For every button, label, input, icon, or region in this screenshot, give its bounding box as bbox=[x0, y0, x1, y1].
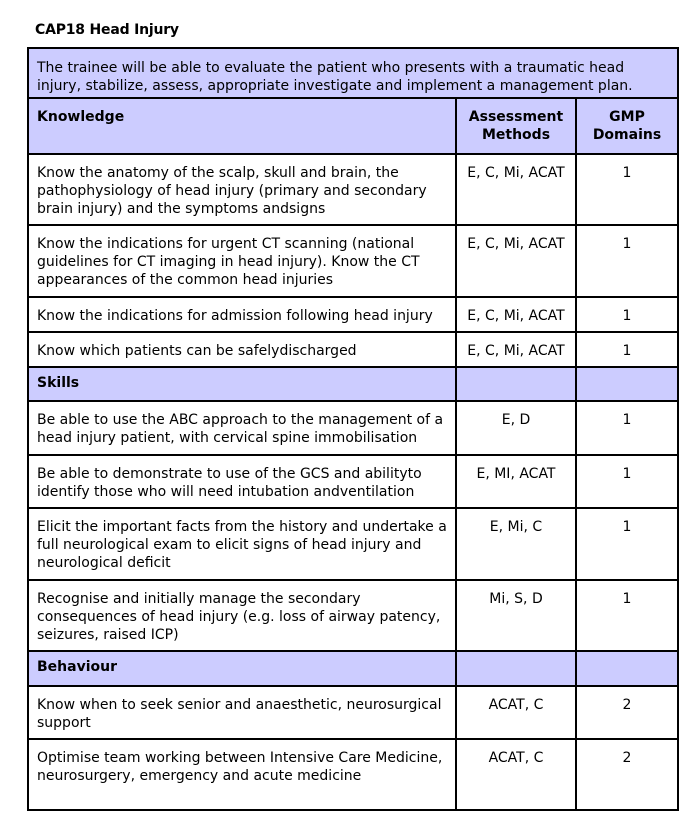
gmp-domain: 1 bbox=[576, 225, 678, 297]
assessment-methods: Mi, S, D bbox=[456, 580, 576, 651]
table-row bbox=[28, 225, 678, 297]
table-row bbox=[28, 455, 678, 508]
table-row bbox=[28, 297, 678, 332]
competency-description: Know which patients can be safelydischarged bbox=[28, 332, 456, 367]
gmp-domain: 2 bbox=[576, 686, 678, 739]
competency-description: Elicit the important facts from the history and undertake a full neurological exam to elicit signs of head injury and neurological deficit bbox=[28, 508, 456, 580]
assessment-methods: ACAT, C bbox=[456, 739, 576, 810]
gmp-domain: 1 bbox=[576, 455, 678, 508]
table-row bbox=[28, 332, 678, 367]
assessment-methods: ACAT, C bbox=[456, 686, 576, 739]
table-row bbox=[28, 686, 678, 739]
table-row bbox=[28, 739, 678, 810]
assessment-methods: E, D bbox=[456, 401, 576, 455]
skills-section-label: Skills bbox=[28, 367, 456, 401]
competency-table bbox=[27, 47, 679, 811]
assessment-methods: E, C, Mi, ACAT bbox=[456, 225, 576, 297]
gmp-domain: 1 bbox=[576, 297, 678, 332]
intro-text: The trainee will be able to evaluate the patient who presents with a traumatic head injury, stabilize, assess, appropriate investigate and implement a management plan. bbox=[28, 48, 678, 98]
empty-cell bbox=[576, 651, 678, 686]
section-row-skills bbox=[28, 367, 678, 401]
competency-description: Know when to seek senior and anaesthetic, neurosurgical support bbox=[28, 686, 456, 739]
table-row bbox=[28, 508, 678, 580]
knowledge-header: Knowledge bbox=[28, 98, 456, 154]
assessment-methods: E, MI, ACAT bbox=[456, 455, 576, 508]
gmp-domains-header: GMP Domains bbox=[576, 98, 678, 154]
section-row-behaviour bbox=[28, 651, 678, 686]
header-row bbox=[28, 98, 678, 154]
assessment-methods: E, C, Mi, ACAT bbox=[456, 332, 576, 367]
competency-description: Recognise and initially manage the secondary consequences of head injury (e.g. loss of airway patency, seizures, raised ICP) bbox=[28, 580, 456, 651]
competency-description: Optimise team working between Intensive Care Medicine, neurosurgery, emergency and acute medicine bbox=[28, 739, 456, 810]
empty-cell bbox=[576, 367, 678, 401]
competency-description: Know the anatomy of the scalp, skull and brain, the pathophysiology of head injury (primary and secondary brain injury) and the symptoms andsigns bbox=[28, 154, 456, 225]
page-title: CAP18 Head Injury bbox=[35, 22, 179, 38]
assessment-methods: E, C, Mi, ACAT bbox=[456, 297, 576, 332]
gmp-domain: 1 bbox=[576, 508, 678, 580]
table-row bbox=[28, 401, 678, 455]
competency-description: Be able to demonstrate to use of the GCS and abilityto identify those who will need intubation andventilation bbox=[28, 455, 456, 508]
table-row bbox=[28, 580, 678, 651]
competency-description: Be able to use the ABC approach to the management of a head injury patient, with cervical spine immobilisation bbox=[28, 401, 456, 455]
assessment-methods: E, C, Mi, ACAT bbox=[456, 154, 576, 225]
assessment-methods: E, Mi, C bbox=[456, 508, 576, 580]
empty-cell bbox=[456, 651, 576, 686]
gmp-domain: 1 bbox=[576, 580, 678, 651]
table-row bbox=[28, 154, 678, 225]
gmp-domain: 1 bbox=[576, 154, 678, 225]
empty-cell bbox=[456, 367, 576, 401]
gmp-domain: 2 bbox=[576, 739, 678, 810]
competency-description: Know the indications for urgent CT scanning (national guidelines for CT imaging in head injury). Know the CT appearances of the common head injuries bbox=[28, 225, 456, 297]
behaviour-section-label: Behaviour bbox=[28, 651, 456, 686]
assessment-methods-header: Assessment Methods bbox=[456, 98, 576, 154]
competency-description: Know the indications for admission following head injury bbox=[28, 297, 456, 332]
gmp-domain: 1 bbox=[576, 401, 678, 455]
intro-row bbox=[28, 48, 678, 98]
gmp-domain: 1 bbox=[576, 332, 678, 367]
